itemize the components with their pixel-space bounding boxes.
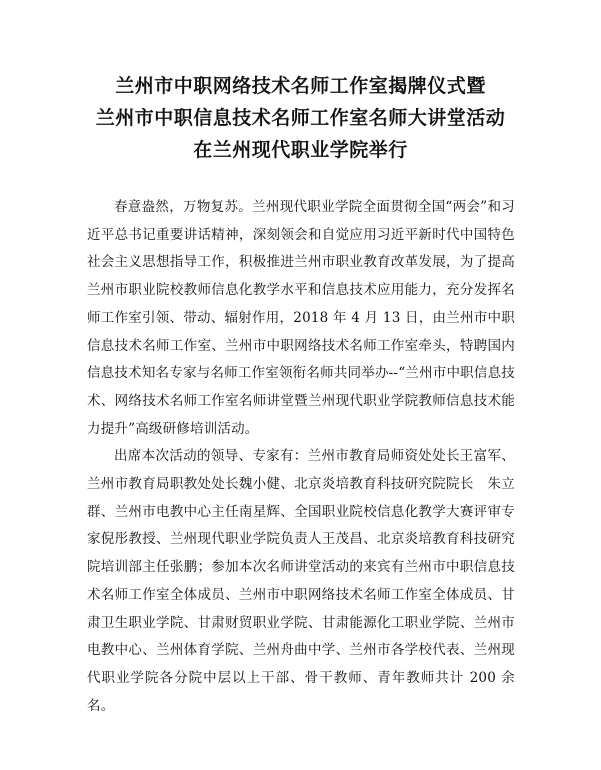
title-line-2: 兰州市中职信息技术名师工作室名师大讲堂活动	[95, 107, 506, 129]
paragraph-intro: 春意盎然，万物复苏。兰州现代职业学院全面贯彻全国“两会”和习近平总书记重要讲话精神，深刻领会和自觉应用习近平新时代中国特色社会主义思想指导工作，积极推进兰州市职业教育改革发展，为了提高兰州市职业院校教师信息化教学水平和信息技术应用能力，充分发挥名师工作室引领、带动、辐射作用，2018 年 4 月 13 日，由兰州市中职信息技术名师工作室、兰州市中职网络技术名师工作室牵头，特聘国内信息技术知名专家与名师工作室领衔名师共同举办--“兰州市中职信息技术、网络技术名师工作室名师讲堂暨兰州现代职业学院教师信息技术能力提升”高级研修培训活动。	[87, 199, 515, 437]
title-line-3: 在兰州现代职业学院举行	[193, 139, 408, 161]
article-title	[0, 70, 601, 166]
paragraph-attendees: 出席本次活动的领导、专家有：兰州市教育局师资处处长王富军、兰州市教育局职教处处长魏小健、北京炎培教育科技研究院院长 朱立群、兰州市电教中心主任南星辉、全国职业院校信息化教学大赛评审专家倪彤教授、兰州现代职业学院负责人王茂昌、北京炎培教育科技研究院培训部主任张鹏；参加本次名师讲堂活动的来宾有兰州市中职信息技术名师工作室全体成员、兰州市中职网络技术名师工作室全体成员、甘肃卫生职业学院、甘肃财贸职业学院、甘肃能源化工职业学院、兰州市电教中心、兰州体育学院、兰州舟曲中学、兰州市各学校代表、兰州现代职业学院各分院中层以上干部、骨干教师、青年教师共计 200 余名。	[87, 448, 515, 714]
title-line-1: 兰州市中职网络技术名师工作室揭牌仪式暨	[115, 75, 486, 97]
article-body	[87, 194, 515, 720]
